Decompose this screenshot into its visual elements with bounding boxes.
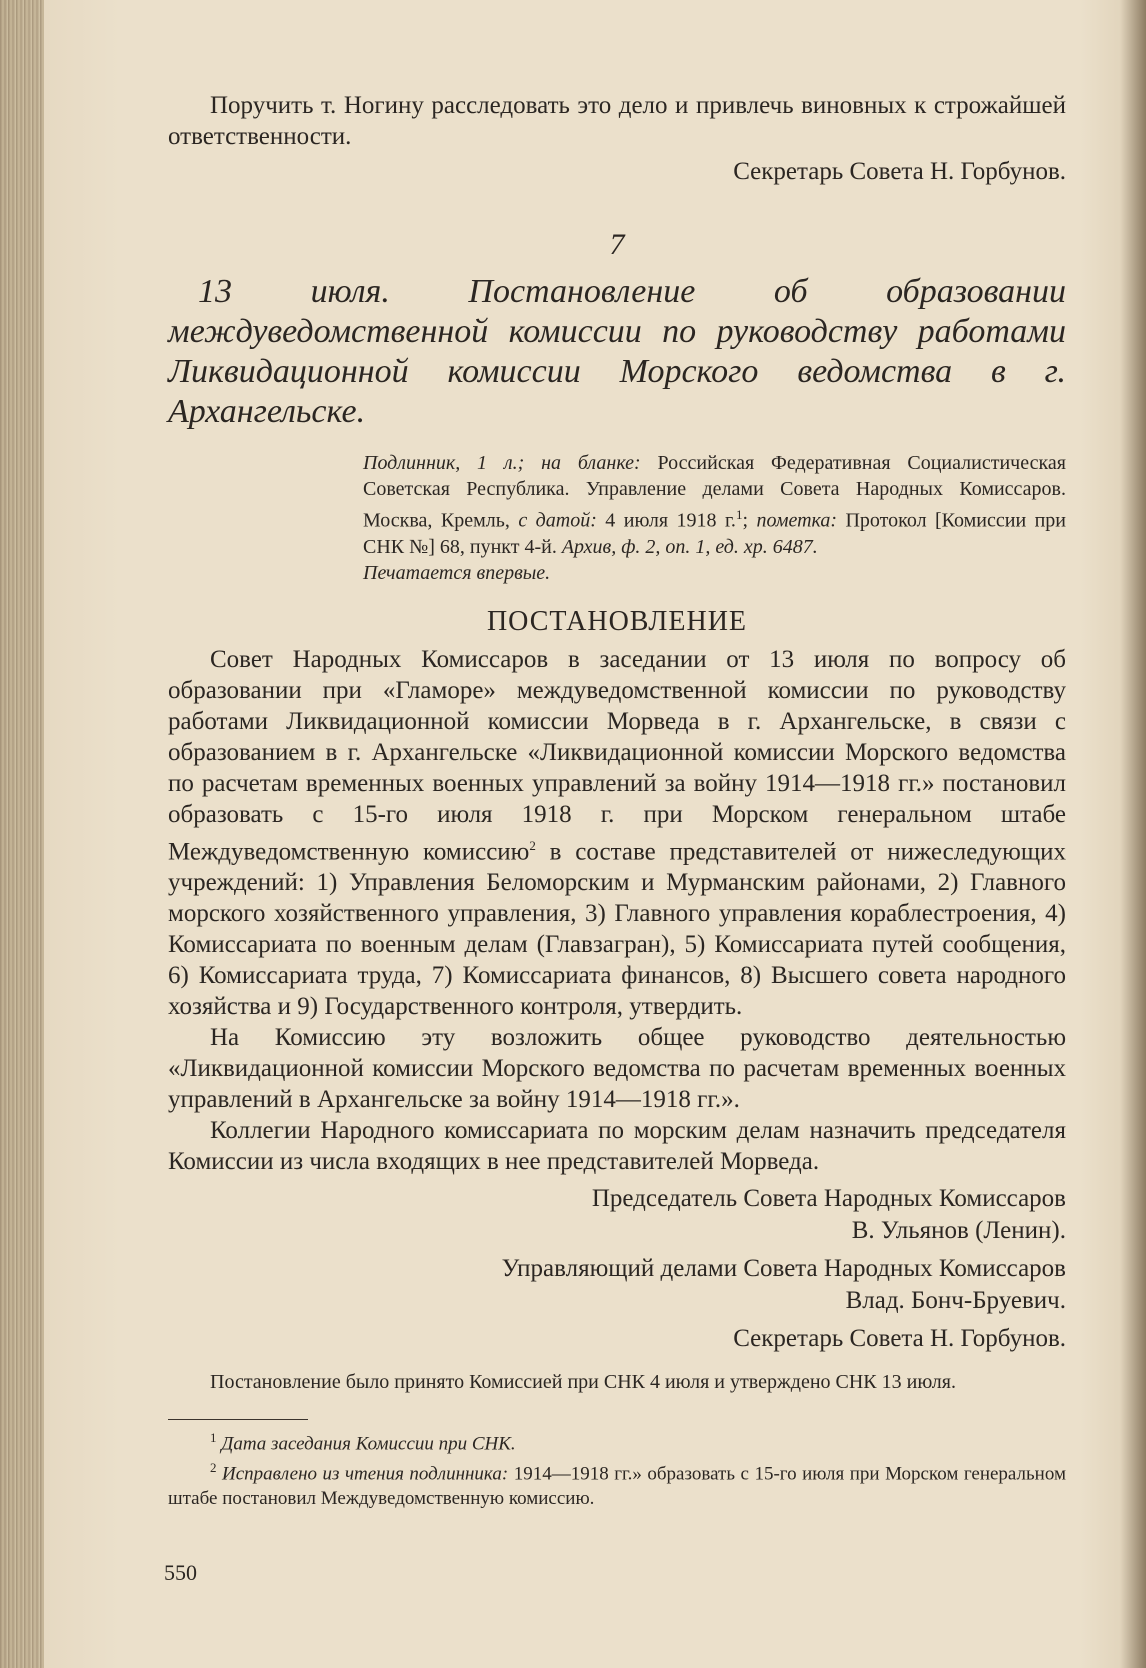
editorial-note: Постановление было принято Комиссией при СНК 4 июля и утверждено СНК 13 июля. bbox=[210, 1370, 956, 1393]
signature-secretary: Секретарь Совета Н. Горбунов. bbox=[733, 1324, 1066, 1352]
footnote-1-mark: 1 bbox=[210, 1429, 217, 1445]
signature-manager-title: Управляющий делами Совета Народных Комиссаров bbox=[501, 1254, 1066, 1282]
signature-chairman-name: В. Ульянов (Ленин). bbox=[851, 1216, 1066, 1244]
document-title: 13 июля. Постановление об образовании междуведомственной комиссии по руководству работами Ликвидационной комиссии Морского ведомства в г. Архангельске. bbox=[168, 273, 1066, 430]
signature-chairman-title: Председатель Совета Народных Комиссаров bbox=[591, 1184, 1066, 1212]
source-date-text: 4 июля 1918 г. bbox=[596, 509, 736, 532]
source-lead-text: Российская Федеративная Социалистическая Советская Республика. Управление делами Совета Народных Комиссаров. Москва, Кремль, bbox=[363, 452, 1066, 532]
intro-paragraph: Поручить т. Ногину расследовать это дело и привлечь виновных к строжайшей ответственности. bbox=[168, 92, 1066, 150]
source-date-tail: ; bbox=[742, 509, 748, 532]
footnote-ref-1: 1 bbox=[735, 507, 743, 522]
source-printed-note: Печатается впервые. bbox=[363, 561, 551, 584]
footnote-1 bbox=[168, 1426, 1066, 1456]
footnote-2-mark: 2 bbox=[210, 1460, 217, 1476]
resolution-paragraph-3: Коллегии Народного комиссариата по морским делам назначить председателя Комиссии из числа входящих в нее представителей Морведа. bbox=[168, 1116, 1066, 1175]
document-number: 7 bbox=[609, 228, 625, 261]
source-lead-label: Подлинник, 1 л.; на бланке: bbox=[363, 452, 641, 474]
footnote-1-text: Дата заседания Комиссии при СНК. bbox=[221, 1433, 516, 1455]
footnote-ref-2: 2 bbox=[529, 837, 536, 853]
source-mark-label: пометка: bbox=[756, 509, 838, 532]
paragraph-1-text-a: Совет Народных Комиссаров в заседании от 13 июля по вопросу об образовании при «Гламоре» междуведомственной комиссии по руководству работами Ликвидационной комиссии Морведа в г. Архангельске, в связи с образованием в г. Архангельске «Ликвидационной комиссии Морского ведомства по расчетам временных военных управлений за войну 1914—1918 гг.» постановил образовать с 15-го июля 1918 г. при Морском генеральном штабе Междуведомственную комиссию bbox=[168, 645, 1066, 865]
footnote-2-text: 1914—1918 гг.» образовать с 15-го июля при Морском генеральном штабе постановил Междуведомственную комиссию. bbox=[168, 1463, 1067, 1509]
footnote-2 bbox=[168, 1456, 1066, 1510]
source-archive: Архив, ф. 2, оп. 1, ед. хр. 6487. bbox=[561, 535, 818, 558]
source-description bbox=[363, 450, 1066, 560]
resolution-paragraph-2: На Комиссию эту возложить общее руководство деятельностью «Ликвидационной комиссии Морского ведомства по расчетам временных военных управлений в Архангельске за войну 1914—1918 гг.». bbox=[168, 1023, 1066, 1113]
page-content bbox=[168, 90, 1066, 1511]
footnote-2-label: Исправлено из чтения подлинника: bbox=[222, 1463, 509, 1485]
paragraph-1-text-b: в составе представителей от нижеследующих учреждений: 1) Управления Беломорским и Мурманским районами, 2) Главного морского хозяйственного управления, 3) Главного управления кораблестроения, 4) Комиссариата по военным делам (Главзагран), 5) Комиссариата путей сообщения, 6) Комиссариата труда, 7) Комиссариата финансов, 8) Высшего совета народного хозяйства и 9) Государственного контроля, утвердить. bbox=[168, 837, 1066, 1020]
intro-signature: Секретарь Совета Н. Горбунов. bbox=[733, 158, 1066, 185]
resolution-paragraph-1 bbox=[168, 644, 1066, 1022]
page-number: 550 bbox=[164, 1560, 197, 1585]
source-date-label: с датой: bbox=[518, 509, 597, 532]
resolution-heading: ПОСТАНОВЛЕНИЕ bbox=[486, 605, 748, 637]
book-spine-edge bbox=[0, 0, 44, 1668]
signature-manager-name: Влад. Бонч-Бруевич. bbox=[845, 1286, 1066, 1314]
footnote-divider bbox=[168, 1419, 308, 1420]
source-mark-text: Протокол [Комиссии при СНК №] 68, пункт 4-й. bbox=[363, 509, 1066, 558]
